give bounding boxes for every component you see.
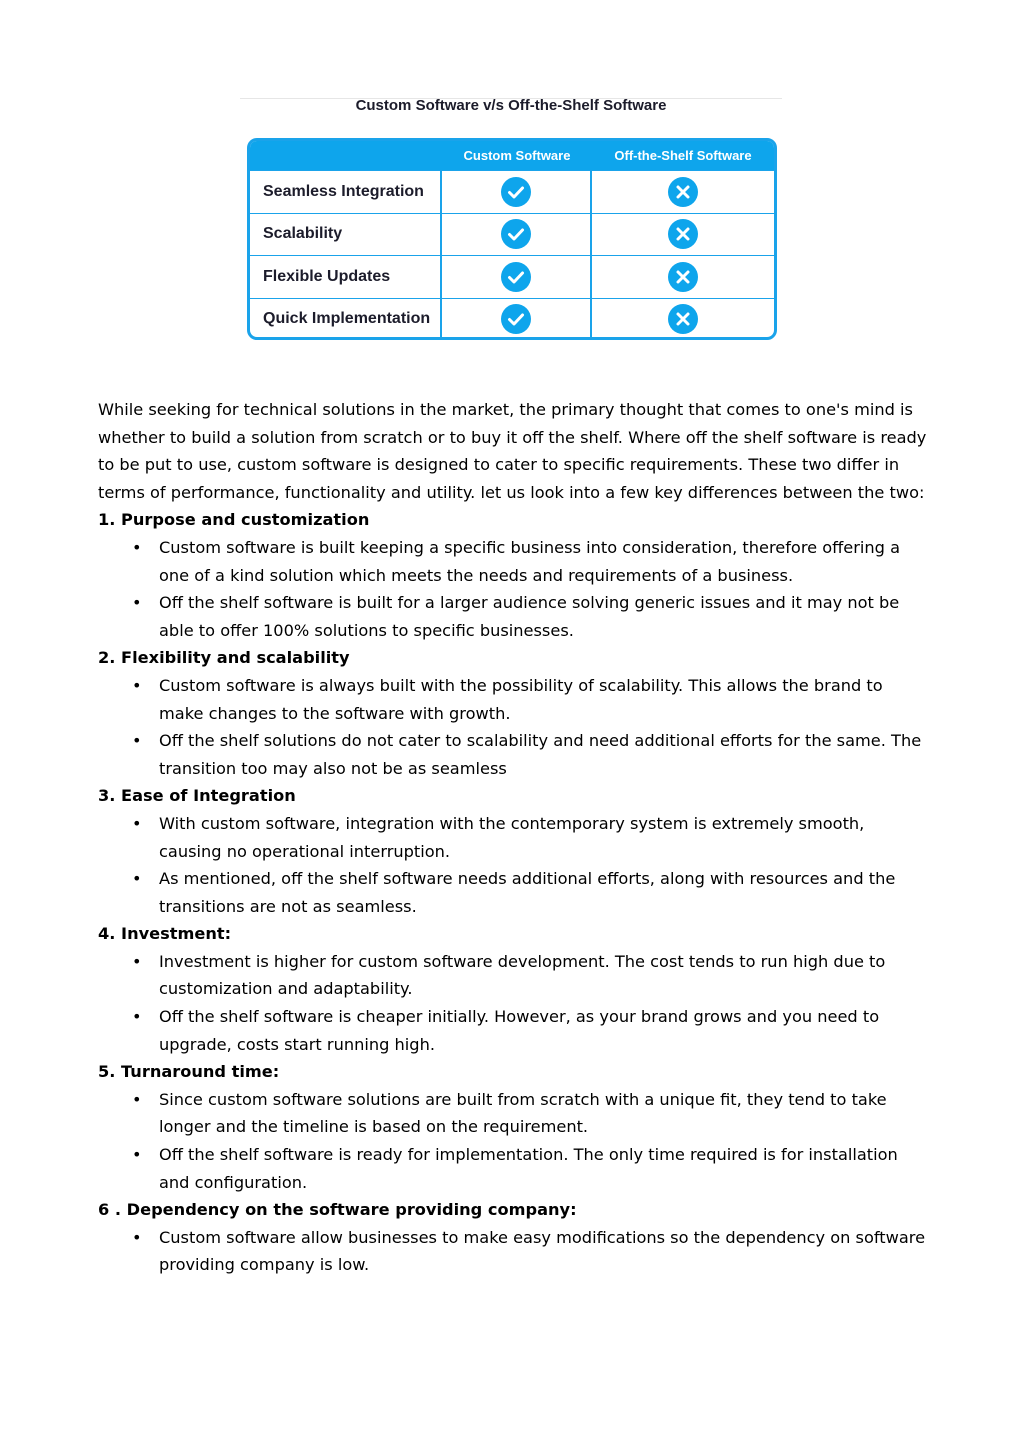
bullet-item	[98, 948, 928, 1003]
off-the-shelf-cell	[592, 214, 774, 256]
comparison-row	[250, 298, 774, 341]
section-heading: 5. Turnaround time:	[98, 1062, 280, 1082]
bullet-text: Investment is higher for custom software development. The cost tends to run high due to customization and adaptability.	[159, 951, 886, 999]
bullet-dot-icon: •	[132, 869, 142, 889]
bullet-text: Off the shelf solutions do not cater to scalability and need additional efforts for the same. The transition too may also not be as seamless	[159, 731, 922, 778]
bullet-text: With custom software, integration with the contemporary system is extremely smooth, causing no operational interruption.	[159, 813, 865, 861]
bullet-dot-icon: •	[132, 1145, 142, 1165]
bullet-list	[98, 672, 928, 782]
bullet-text: Custom software is always built with the possibility of scalability. This allows the brand to make changes to the software with growth.	[159, 675, 883, 723]
bullet-dot-icon: •	[132, 951, 142, 971]
bullet-item	[98, 810, 928, 865]
comparison-row	[250, 213, 774, 256]
bullet-dot-icon: •	[132, 731, 142, 751]
bullet-list	[98, 1086, 928, 1196]
cross-icon	[668, 304, 698, 334]
feature-label: Seamless Integration	[250, 171, 442, 213]
bullet-list	[98, 948, 928, 1058]
header-custom-software: Custom Software	[463, 148, 571, 163]
bullet-text: Off the shelf software is ready for implementation. The only time required is for installation and configuration.	[159, 1145, 898, 1192]
custom-software-cell	[442, 214, 592, 256]
bullet-text: Off the shelf software is cheaper initially. However, as your brand grows and you need to upgrade, costs start running high.	[159, 1007, 880, 1054]
article-body	[98, 396, 928, 1279]
cross-icon	[668, 177, 698, 207]
custom-software-cell	[442, 256, 592, 298]
bullet-item	[98, 1224, 928, 1279]
check-icon	[501, 219, 531, 249]
custom-software-cell	[442, 299, 592, 341]
comparison-row	[250, 255, 774, 298]
section-heading: 4. Investment:	[98, 924, 232, 944]
check-icon	[501, 177, 531, 207]
bullet-item	[98, 534, 928, 589]
bullet-text: Since custom software solutions are built from scratch with a unique fit, they tend to take longer and the timeline is based on the requirement.	[159, 1089, 887, 1137]
bullet-dot-icon: •	[132, 593, 142, 613]
feature-label: Flexible Updates	[250, 256, 442, 298]
bullet-dot-icon: •	[132, 537, 142, 557]
bullet-item	[98, 865, 928, 920]
feature-label: Quick Implementation	[250, 299, 442, 341]
bullet-dot-icon: •	[132, 1227, 142, 1247]
cross-icon	[668, 219, 698, 249]
bullet-item	[98, 727, 928, 782]
feature-label: Scalability	[250, 214, 442, 256]
custom-software-cell	[442, 171, 592, 213]
cross-icon	[668, 262, 698, 292]
section-heading: 1. Purpose and customization	[98, 510, 370, 530]
bullet-item	[98, 589, 928, 644]
bullet-list	[98, 534, 928, 644]
bullet-dot-icon: •	[132, 1089, 142, 1109]
section-heading: 6 . Dependency on the software providing company:	[98, 1200, 577, 1220]
bullet-item	[98, 1086, 928, 1141]
bullet-text: As mentioned, off the shelf software needs additional efforts, along with resources and the transitions are not as seamless.	[159, 869, 896, 916]
off-the-shelf-cell	[592, 171, 774, 213]
comparison-header-row	[250, 141, 774, 170]
check-icon	[501, 262, 531, 292]
section-heading: 3. Ease of Integration	[98, 786, 296, 806]
bullet-dot-icon: •	[132, 813, 142, 833]
header-empty-cell	[250, 141, 442, 170]
bullet-text: Custom software is built keeping a specific business into consideration, therefore offering a one of a kind solution which meets the needs and requirements of a business.	[159, 537, 901, 585]
bullet-item	[98, 1141, 928, 1196]
bullet-list	[98, 810, 928, 920]
off-the-shelf-cell	[592, 256, 774, 298]
bullet-text: Off the shelf software is built for a larger audience solving generic issues and it may not be able to offer 100% solutions to specific businesses.	[159, 593, 900, 640]
check-icon	[501, 304, 531, 334]
comparison-table	[247, 138, 777, 340]
bullet-dot-icon: •	[132, 675, 142, 695]
intro-paragraph: While seeking for technical solutions in the market, the primary thought that comes to one's mind is whether to build a solution from scratch or to buy it off the shelf. Where off the shelf software is ready to be put to use, custom software is designed to cater to specific requirements. These two differ in terms of performance, functionality and utility. let us look into a few key differences between the two:	[98, 400, 927, 502]
comparison-row	[250, 170, 774, 213]
figure-title: Custom Software v/s Off-the-Shelf Software	[355, 97, 667, 114]
header-off-the-shelf-software: Off-the-Shelf Software	[614, 148, 752, 163]
bullet-item	[98, 672, 928, 727]
section-heading: 2. Flexibility and scalability	[98, 648, 350, 668]
off-the-shelf-cell	[592, 299, 774, 341]
bullet-item	[98, 1003, 928, 1058]
bullet-list	[98, 1224, 928, 1279]
bullet-text: Custom software allow businesses to make easy modifications so the dependency on software providing company is low.	[159, 1227, 926, 1275]
bullet-dot-icon: •	[132, 1007, 142, 1027]
